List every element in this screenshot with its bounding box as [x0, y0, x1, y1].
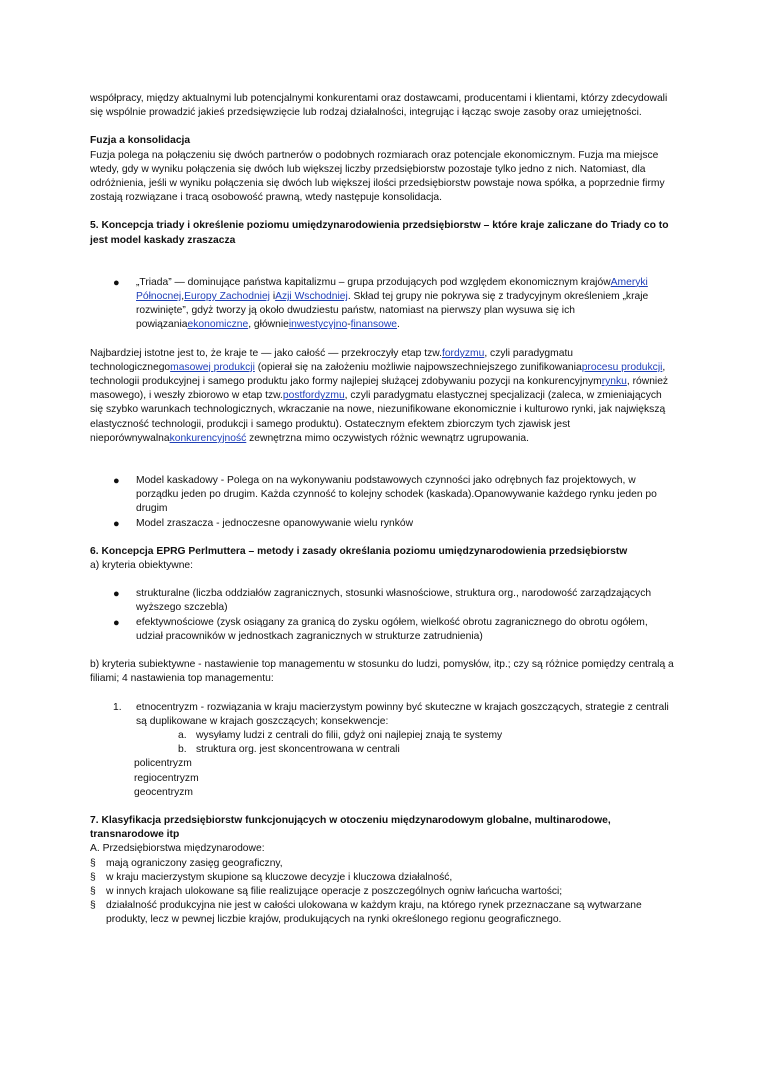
sub-list — [90, 729, 676, 757]
link-azji[interactable]: Azji Wschodniej — [275, 291, 348, 303]
orientation-item: geocentryzm — [134, 786, 193, 798]
text-run: „Triada” — dominujące państwa kapitalizmu – grupa przodujących pod względem ekonomicznym krajów — [136, 276, 611, 288]
text-run: , czyli paradygmatu technologicznego — [90, 347, 574, 373]
link-masowej-produkcji[interactable]: masowej produkcji — [170, 361, 255, 373]
list-item-text: struktura org. jest skoncentrowana w centrali — [196, 744, 400, 756]
bullet-icon: ● — [113, 588, 120, 601]
list-item — [90, 474, 676, 517]
link-europy[interactable]: Europy Zachodniej — [184, 291, 270, 303]
list-item-text: wysyłamy ludzi z centrali do filii, gdyż oni najlepiej znają te systemy — [196, 729, 503, 741]
link-finansowe[interactable]: finansowe — [350, 319, 398, 331]
list-item-text: działalność produkcyjna nie jest w całości ulokowana w każdym kraju, na którego rynek przeznaczane są wytwarzane produkty, lecz w pewnej liczbie krajów, produkujących na rynki określonego regionu geograficznego. — [106, 900, 642, 926]
list-item-text: mają ograniczony zasięg geograficzny, — [106, 857, 283, 869]
triada-bullet-list — [90, 276, 676, 333]
document-page — [90, 92, 676, 928]
section-mark-icon: § — [90, 900, 96, 912]
section-mark-icon: § — [90, 857, 96, 869]
list-letter: b. — [178, 744, 187, 756]
section5-heading: 5. Koncepcja triady i określenie poziomu umiędzynarodowienia przedsiębiorstw – które kraje zaliczane do Triady co to jest model kaskady zraszacza — [90, 220, 669, 246]
list-number: 1. — [113, 701, 122, 713]
list-item-text: w kraju macierzystym skupione są kluczowe decyzje i kluczowa działalność, — [106, 871, 453, 883]
section-mark-icon: § — [90, 871, 96, 883]
list-item-text: efektywnościowe (zysk osiągany za granicą do zysku ogółem, wielkość obrotu zagranicznego do obrotu ogółem, udział pracowników w jednostkach zagranicznych w strukturze zatrudnienia) — [136, 616, 648, 642]
criteria-a-label: a) kryteria obiektywne: — [90, 560, 194, 572]
link-ekonomiczne[interactable]: ekonomiczne — [187, 319, 249, 331]
orientation-item: regiocentryzm — [134, 772, 199, 784]
list-item-text: Model zraszacza - jednoczesne opanowywanie wielu rynków — [136, 517, 414, 529]
section6-heading: 6. Koncepcja EPRG Perlmuttera – metody i zasady określania poziomu umiędzynarodowienia przedsiębiorstw — [90, 545, 628, 557]
list-item-text: w innych krajach ulokowane są filie realizujące operacje z poszczególnych ogniw łańcucha wartości; — [106, 885, 563, 897]
link-inwestycyjno[interactable]: inwestycyjno — [288, 319, 348, 331]
text-run: , również masowego), i weszły zbiorowo w etap tzw. — [90, 376, 669, 402]
bullet-icon: ● — [113, 517, 120, 530]
link-fordyzmu[interactable]: fordyzmu — [441, 347, 485, 359]
list-item-text: etnocentryzm - rozwiązania w kraju macierzystym powinny być skuteczne w krajach goszczących, strategie z centrali są duplikowane w krajach goszczących; konsekwencje: — [136, 701, 669, 727]
list-item — [90, 871, 676, 885]
list-item — [90, 517, 676, 531]
text-run: . — [397, 319, 400, 331]
orientation-item: policentryzm — [134, 758, 192, 770]
list-item-text: Model kaskadowy - Polega on na wykonywaniu podstawowych czynności jako odrębnych faz projektowych, w porządku jeden po drugim. Każda czynność to kolejny schodek (kaskada).Opanowywanie każdego rynku jeden po drugim — [136, 475, 657, 515]
text-run: . Skład tej grupy nie pokrywa się z tradycyjnym określeniem „kraje rozwinięte”, gdyż tworzy ją około dwudziestu państw, natomiast na pierwszy plan wysuwa się ich powiązania — [136, 291, 649, 331]
text-run: , — [181, 291, 185, 303]
link-postfordyzmu[interactable]: postfordyzmu — [282, 390, 345, 402]
text-run: Najbardziej istotne jest to, że kraje te — jako całość — przekroczyły etap tzw. — [90, 347, 442, 359]
text-run: zewnętrzna mimo oczywistych różnic wewnątrz ugrupowania. — [246, 432, 529, 444]
text-run: (opierał się na założeniu możliwie najpowszechniejszego zunifikowania — [254, 361, 582, 373]
text-run: , głównie — [248, 319, 289, 331]
intro-paragraph: współpracy, między aktualnymi lub potencjalnymi konkurentami oraz dostawcami, producentami i klientami, którzy zdecydowali się wspólnie prowadzić jakieś przedsięwzięcie lub rodzaj działalności, integrując i łącząc swoje zasoby oraz umiejętności. — [90, 93, 668, 119]
link-konkurencyjnosc[interactable]: konkurencyjność — [169, 432, 247, 444]
link-rynku[interactable]: rynku — [601, 376, 627, 388]
criteria-b-paragraph: b) kryteria subiektywne - nastawienie top managementu w stosunku do ludzi, pomysłów, itp.; czy są różnice pomiędzy centralą a filiami; 4 nastawienia top managementu: — [90, 659, 674, 685]
fuzja-paragraph: Fuzja polega na połączeniu się dwóch partnerów o podobnych rozmiarach oraz potencjale ekonomicznym. Fuzja ma miejsce wtedy, gdy w wyniku połączenia się dwóch lub większej liczby przedsiębiorstw pozostaje tylko jedno z nich. Natomiast, dla odróżnienia, jeśli w wyniku połączenia się dwóch lub większej ilości przedsiębiorstw powstaje nowa spółka, a poprzednie firmy zostają rozwiązane i tracą osobowość prawną, wtedy następuje konsolidacja. — [90, 149, 665, 204]
fordyzm-paragraph — [90, 347, 676, 446]
list-item — [90, 899, 676, 927]
link-ameryki[interactable]: Ameryki Północnej — [136, 276, 648, 303]
section-mark-icon: § — [90, 885, 96, 897]
model-bullet-list — [90, 474, 676, 531]
list-item-text: strukturalne (liczba oddziałów zagranicznych, stosunki własnościowe, struktura org., narodowość zarządzających wyższego szczebla) — [136, 588, 652, 614]
list-item — [90, 857, 676, 871]
section7-heading: 7. Klasyfikacja przedsiębiorstw funkcjonujących w otoczeniu międzynarodowym globalne, multinarodowe, transnarodowe itp — [90, 814, 611, 841]
numbered-item — [90, 701, 676, 729]
list-item — [150, 729, 676, 743]
text-run: , czyli paradygmatu elastycznej specjalizacji (zaleca, w zmieniających się szybko warunkach technologicznych, wkraczanie na nowe, niezunifikowane ekonomicznie i kulturowo rynki, jak największą elastyczność technologii, produkcji i samego produktu). Ostatecznym efektem zbiorczym tych zjawisk jest nieporównywalna — [90, 390, 666, 444]
list-item — [90, 276, 676, 333]
fuzja-heading: Fuzja a konsolidacja — [90, 135, 191, 147]
link-procesu-produkcji[interactable]: procesu produkcji — [581, 361, 663, 373]
list-item — [150, 743, 676, 757]
bullet-icon: ● — [113, 616, 120, 629]
bullet-icon: ● — [113, 276, 120, 289]
list-item — [90, 616, 676, 644]
text-run: i — [269, 291, 276, 303]
list-item — [90, 885, 676, 899]
list-item — [90, 587, 676, 615]
list-letter: a. — [178, 729, 187, 741]
text-run: , technologii produkcyjnej i samego produktu jako formy najlepiej służącej zdobywaniu pozycji na konkurencyjnym — [90, 361, 666, 388]
criteria-bullet-list — [90, 587, 676, 644]
bullet-icon: ● — [113, 475, 120, 488]
section7-sub-a: A. Przedsiębiorstwa międzynarodowe: — [90, 843, 265, 855]
text-run: - — [347, 319, 351, 331]
